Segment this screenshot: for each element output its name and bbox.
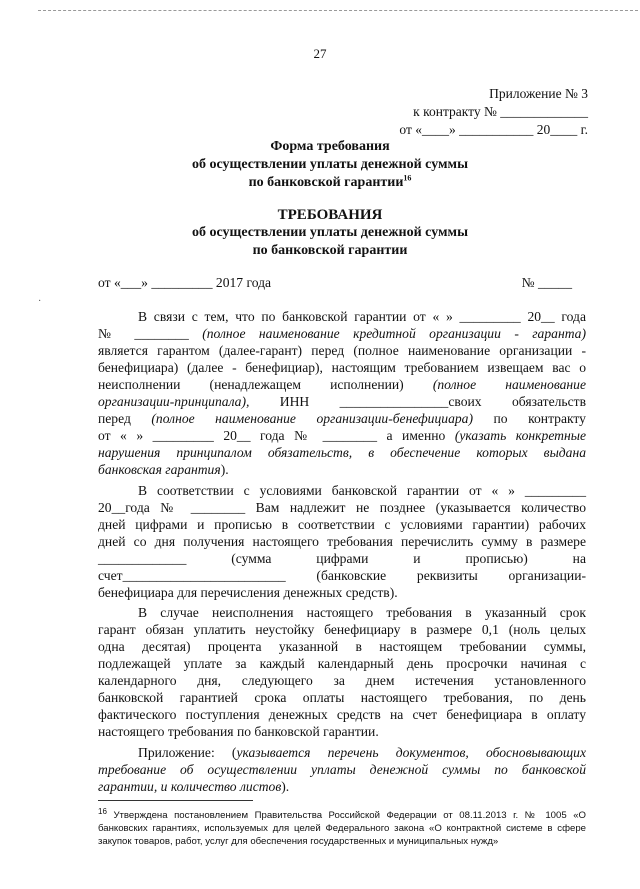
p3-line8: настоящего требования по банковской гарантии. [98,724,379,739]
p2-line2: 20__года № ________ Вам надлежит не позднее (указывается количество [98,500,586,515]
form-title-line1: Форма требования [270,139,390,154]
p1-line2b: (полное наименование кредитной организации - гаранта) [202,326,586,341]
p1-line5 [98,377,586,394]
p1-line5b: (полное наименование [432,377,586,392]
p1-line10b: ). [220,462,229,477]
footnote-ref: 16 [403,173,412,183]
p1-line6a: организации-принципала), [98,394,250,409]
doc-title-line2: об осуществлении уплаты денежной суммы [191,225,469,240]
form-title-line2: об осуществлении уплаты денежной суммы [191,157,469,172]
p1-line9 [98,445,586,462]
p3-line1: В случае неисполнения настоящего требования в указанный срок [138,605,586,620]
form-title [70,138,590,192]
p2-line1: В соответствии с условиями банковской гарантии от « » _________ [138,483,586,498]
p3-line6: банковской гарантией срока оплаты настоящего требования, по день [98,690,586,705]
p4-line3b: ). [281,779,290,794]
p1-line8a: от « » _________ 20__ года № ________ а именно [98,428,455,443]
p1-line7b: (полное наименование организации-бенефициара) [151,411,473,426]
p2-line6: счет________________________ (банковские реквизиты организации- [98,568,586,583]
p1-line7a: перед [98,411,152,426]
p3-line2: гарант обязан уплатить неустойку бенефициару в размере 0,1 (ноль целых [98,622,586,637]
footnote-divider [98,800,253,801]
date-line-number: № _____ [521,275,572,290]
p1-line2 [98,326,586,343]
document-title [70,206,590,260]
contract-ref: к контракту № _____________ [413,104,588,119]
footnote-line3: закупок товаров, работ, услуг для обеспечения государственных и муниципальных нужд» [98,836,499,847]
p2-line5: _____________ (сумма цифрами и прописью) на [98,551,586,566]
p1-line4: бенефициара) (далее - бенефициар), настоящим требованием извещаем вас о [98,360,586,375]
p1-line8 [98,428,586,445]
p1-line10 [98,462,586,479]
page-number: 27 [313,46,327,61]
p1-line5a: неисполнении (ненадлежащем исполнении) [98,377,433,392]
p4-line1b: указывается перечень документов, обосновывающих [236,745,586,760]
p1-line9-text: нарушения принципалом обязательств, в обеспечение которых выдана [98,445,586,460]
p3-line5: календарного дня, следующего за днем истечения установленного [98,673,586,688]
p4-line2 [98,762,586,779]
p1-line6b: ИНН ________________своих обязательств [249,394,586,409]
p4-line1a: Приложение: ( [138,745,237,760]
footnote-line2: банковских гарантиях, используемых для целей Федерального закона «О контрактной системе в сфере [98,823,586,834]
p4-line1 [138,745,586,762]
form-title-line3-wrap [70,174,590,192]
p1-line7 [98,411,586,428]
contract-date: от «____» ___________ 20____ г. [399,122,588,137]
date-line [98,275,586,292]
form-title-line3: по банковской гарантии [248,175,404,190]
p1-line8b: (указать конкретные [454,428,586,443]
p2-line4: дней со дня получения настоящего требования перечислить сумму в размере [98,534,586,549]
footnote-line1 [98,806,586,822]
p4-line2-text: требование об осуществлении уплаты денежной суммы по банковской [98,762,586,777]
scan-edge-line [38,10,638,11]
p1-line2a: № ________ [98,326,203,341]
p1-line7c: по контракту [472,411,586,426]
p4-line3 [98,779,586,796]
doc-title-line3: по банковской гарантии [252,243,408,258]
p2-line7: бенефициара для перечисления денежных средств). [98,585,398,600]
footnote-mark: 16 [98,806,107,816]
footnote-line1-text: Утверждена постановлением Правительства Российской Федерации от 08.11.2013 г. № 1005 «О [113,810,586,821]
p1-line10a: банковская гарантия [98,462,221,477]
p1-line1: В связи с тем, что по банковской гарантии от « » _________ 20__ года [138,309,586,324]
appendix-label: Приложение № 3 [489,86,588,101]
p4-line3a: гарантии, и количество листов [98,779,282,794]
p3-line3: одна десятая) процента указанной в настоящем требовании суммы, [98,639,586,654]
margin-dot: · [38,296,42,307]
doc-title-line1: ТРЕБОВАНИЯ [277,207,383,223]
p3-line4: подлежащей уплате за каждый календарный день просрочки начиная с [98,656,586,671]
p3-line7: фактического поступления денежных средств на счет бенефициара в оплату [98,707,586,722]
p1-line6 [98,394,586,411]
p2-line3: дней цифрами и прописью в соответствии с условиями гарантии) рабочих [98,517,586,532]
p1-line3: является гарантом (далее-гарант) перед (полное наименование организации - [98,343,586,358]
date-line-left: от «___» _________ 2017 года [98,275,272,290]
